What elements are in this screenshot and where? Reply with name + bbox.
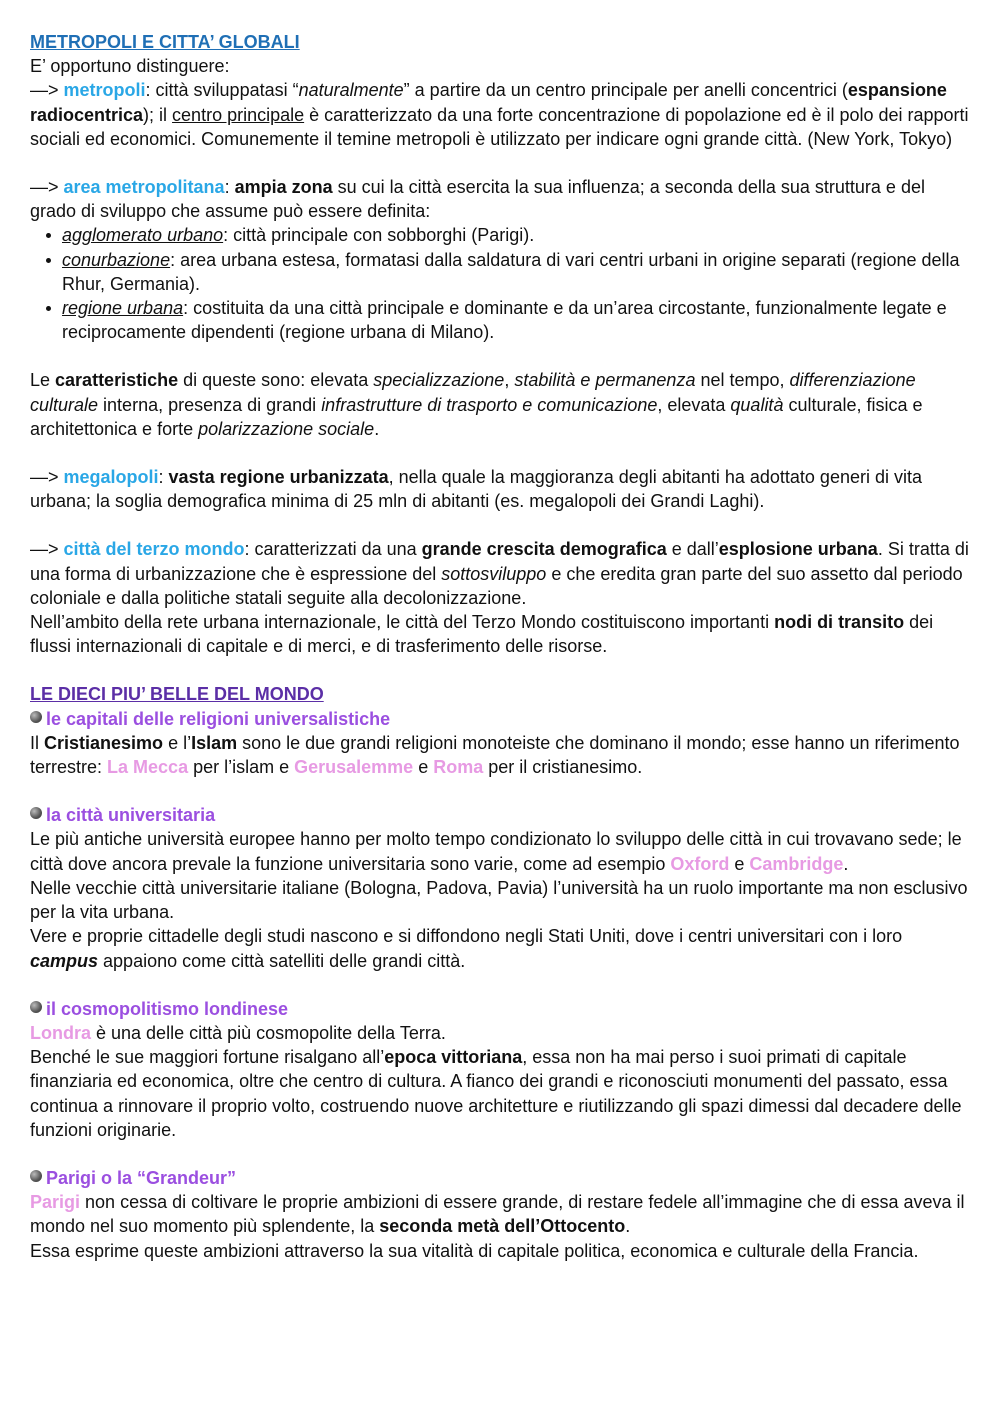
heading-universitaria: la città universitaria (30, 803, 972, 827)
term-terzo-mondo: città del terzo mondo (63, 539, 245, 560)
grey-sphere-bullet-icon (30, 807, 42, 819)
spacer (30, 1142, 972, 1166)
paragraph-londra-1: Londra è una delle città più cosmopolite della Terra. (30, 1022, 446, 1043)
paragraph-terzo-mondo-2: Nell’ambito della rete urbana internazionale, le città del Terzo Mondo costituiscono importanti nodi di transito dei flussi internazionali di capitale e di merci, e di trasferimento delle risorse. (30, 612, 934, 657)
paragraph-parigi-2: Essa esprime queste ambizioni attraverso la sua vitalità di capitale politica, economica e culturale della Francia. (30, 1240, 919, 1261)
heading-londra: il cosmopolitismo londinese (30, 997, 972, 1021)
spacer (30, 973, 972, 997)
grey-sphere-bullet-icon (30, 1170, 42, 1182)
term-metropoli: metropoli (63, 80, 146, 101)
paragraph-universitaria-2: Nelle vecchie città universitarie italiane (Bologna, Padova, Pavia) l’università ha un ruolo importante ma non esclusivo per la vita urbana. (30, 877, 968, 923)
list-item: agglomerato urbano: città principale con sobborghi (Parigi). (62, 223, 972, 247)
paragraph-londra-2: Benché le sue maggiori fortune risalgano all’epoca vittoriana, essa non ha mai perso i suoi primati di capitale finanziaria ed economica, oltre che centro di cultura. A fianco dei grandi e riconosciuti monumenti del passato, essa continua a rinnovare il proprio volto, costruendo nuove architetture e riutilizzando gli spazi dimessi dal decadere delle funzioni originarie. (30, 1047, 962, 1140)
spacer (30, 151, 972, 175)
list-item: conurbazione: area urbana estesa, formatasi dalla saldatura di vari centri urbani in origine separati (regione della Rhur, Germania). (62, 248, 972, 296)
area-types-list (30, 223, 972, 344)
term-megalopoli: megalopoli (63, 467, 159, 488)
grey-sphere-bullet-icon (30, 1001, 42, 1013)
spacer (30, 344, 972, 368)
paragraph-terzo-mondo: —> città del terzo mondo: caratterizzati da una grande crescita demografica e dall’esplosione urbana. Si tratta di una forma di urbanizzazione che è espressione del sottosviluppo e che eredita gran parte del suo assetto dal periodo coloniale e dalla politiche statali seguite alla decolonizzazione. (30, 539, 969, 608)
intro-line: E’ opportuno distinguere: (30, 56, 230, 77)
spacer (30, 441, 972, 465)
paragraph-universitaria-3: Vere e proprie cittadelle degli studi nascono e si diffondono negli Stati Uniti, dove i centri universitari con i loro campus appaiono come città satelliti delle grandi città. (30, 926, 903, 971)
paragraph-parigi-1: Parigi non cessa di coltivare le proprie ambizioni di essere grande, di restare fedele all’immagine che di essa aveva il mondo nel suo momento più splendente, la seconda metà dell’Ottocento. (30, 1192, 965, 1237)
paragraph-megalopoli: —> megalopoli: vasta regione urbanizzata, nella quale la maggioranza degli abitanti ha adottato generi di vita urbana; la soglia demografica minima di 25 mln di abitanti (es. megalopoli dei Grandi Laghi). (30, 467, 922, 512)
spacer (30, 779, 972, 803)
spacer (30, 513, 972, 537)
heading-parigi: Parigi o la “Grandeur” (30, 1166, 972, 1190)
paragraph-religioni: Il Cristianesimo e l’Islam sono le due grandi religioni monoteiste che dominano il mondo; esse hanno un riferimento terrestre: La Mecca per l’islam e Gerusalemme e Roma per il cristianesimo. (30, 732, 960, 778)
section-title-metropoli: METROPOLI E CITTA’ GLOBALI (30, 32, 300, 52)
list-item: regione urbana: costituita da una città principale e dominante e da un’area circostante, funzionalmente legate e reciprocamente dipendenti (regione urbana di Milano). (62, 296, 972, 344)
term-area-metropolitana: area metropolitana (63, 177, 225, 198)
spacer (30, 658, 972, 682)
paragraph-area-metropolitana: —> area metropolitana: ampia zona su cui la città esercita la sua influenza; a seconda della sua struttura e del grado di sviluppo che assume può essere definita: (30, 177, 925, 222)
heading-religioni: le capitali delle religioni universalistiche (30, 707, 972, 731)
paragraph-metropoli: —> metropoli: città sviluppatasi “naturalmente” a partire da un centro principale per anelli concentrici (espansione radiocentrica); il centro principale è caratterizzato da una forte concentrazione di popolazione ed è il polo dei rapporti sociali ed economici. Comunemente il temine metropoli è utilizzato per indicare ogni grande città. (New York, Tokyo) (30, 80, 969, 149)
section-title-dieci: LE DIECI PIU’ BELLE DEL MONDO (30, 684, 324, 705)
paragraph-universitaria-1: Le più antiche università europee hanno per molto tempo condizionato lo sviluppo delle città in cui trovavano sede; le città dove ancora prevale la funzione universitaria sono varie, come ad esempio Oxford e Cambridge. (30, 829, 962, 874)
paragraph-caratteristiche: Le caratteristiche di queste sono: elevata specializzazione, stabilità e permanenza nel tempo, differenziazione culturale interna, presenza di grandi infrastrutture di trasporto e comunicazione, elevata qualità culturale, fisica e architettonica e forte polarizzazione sociale. (30, 370, 923, 439)
grey-sphere-bullet-icon (30, 711, 42, 723)
